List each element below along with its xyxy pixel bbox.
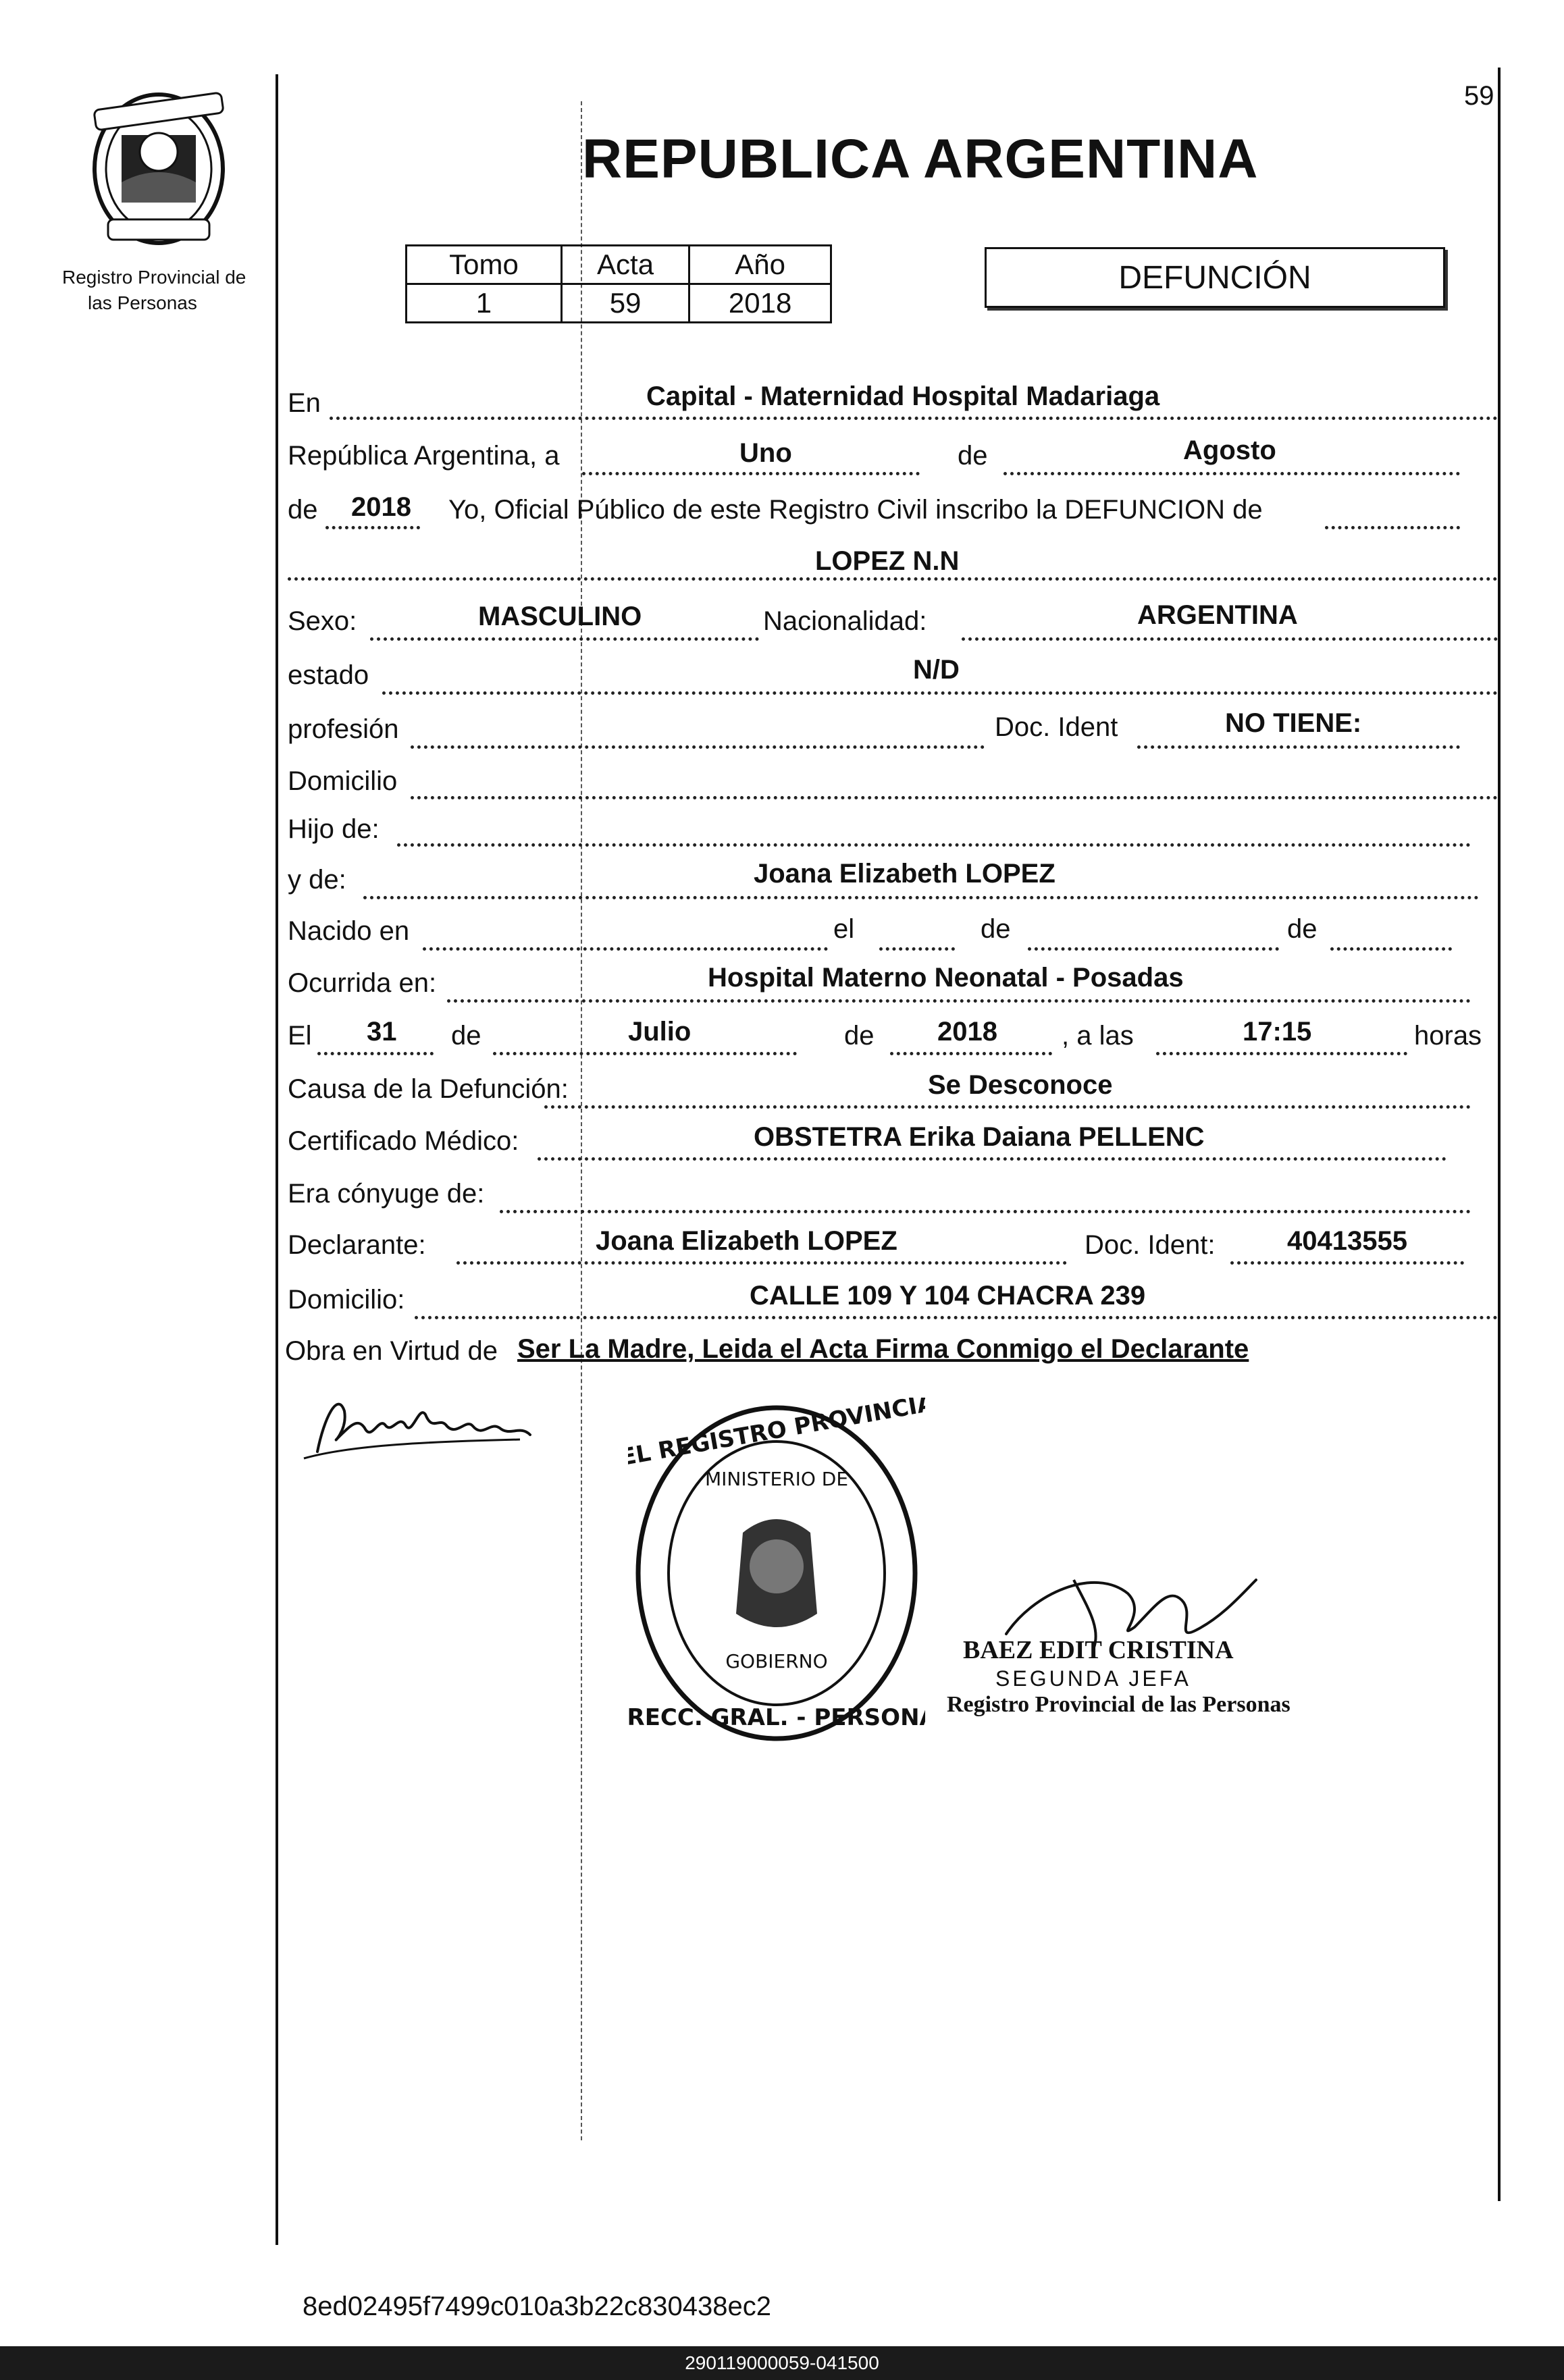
conyuge-label: Era cónyuge de: xyxy=(288,1179,485,1209)
obra-value: Ser La Madre, Leida el Acta Firma Conmigo el Declarante xyxy=(517,1334,1249,1364)
declarante-label: Declarante: xyxy=(288,1230,426,1260)
domicilio2-dots xyxy=(415,1316,1498,1319)
nacido-dots-3 xyxy=(1028,947,1279,951)
causa-dots xyxy=(544,1105,1471,1109)
page-title: REPUBLICA ARGENTINA xyxy=(582,128,1259,190)
official-role: SEGUNDA JEFA xyxy=(995,1666,1191,1691)
dia-value: Uno xyxy=(739,438,792,468)
header-acta: Acta xyxy=(561,246,689,284)
en-label: En xyxy=(288,388,321,418)
doc-ident-value: NO TIENE: xyxy=(1225,708,1362,738)
obra-label: Obra en Virtud de xyxy=(285,1336,498,1366)
value-acta: 59 xyxy=(561,284,689,323)
domicilio2-label: Domicilio: xyxy=(288,1285,405,1315)
de2-label: de xyxy=(981,914,1011,944)
de4-label: de xyxy=(451,1021,481,1051)
fecha-mes-dots xyxy=(493,1052,797,1055)
registry-name-line1: Registro Provincial de xyxy=(62,267,246,288)
fecha-dia-dots xyxy=(317,1052,434,1055)
de5-label: de xyxy=(844,1021,875,1051)
anio-dots xyxy=(325,526,420,529)
ocurrida-dots xyxy=(447,999,1471,1003)
svg-text:DIRECC. GRAL. - PERSONAS: RECC. GRAL. - PERSON xyxy=(628,1704,920,1731)
fold-line xyxy=(581,101,582,2140)
hora-value: 17:15 xyxy=(1243,1017,1312,1047)
de-label: de xyxy=(958,441,988,471)
official-name: BAEZ EDIT CRISTINA xyxy=(963,1636,1234,1664)
fecha-anio-dots xyxy=(890,1052,1052,1055)
y-de-dots xyxy=(363,896,1479,899)
en-value: Capital - Maternidad Hospital Madariaga xyxy=(646,381,1160,411)
nombre-dots xyxy=(288,577,1498,581)
barcode-text: 290119000059-041500 xyxy=(685,2352,879,2373)
declarante-dots xyxy=(457,1261,1067,1265)
profesion-label: profesión xyxy=(288,714,399,744)
svg-text:DEL REGISTRO PROVINCIAL: DEL REGISTRO PROVINCIAL xyxy=(628,1398,925,1475)
official-stamp xyxy=(628,1398,925,1749)
profesion-dots xyxy=(411,745,985,749)
domicilio2-value: CALLE 109 Y 104 CHACRA 239 xyxy=(750,1281,1146,1311)
dia-dots xyxy=(582,472,920,475)
registry-name-line2: las Personas xyxy=(88,292,197,313)
conyuge-dots xyxy=(500,1210,1471,1213)
fecha-mes: Julio xyxy=(628,1017,692,1047)
declarant-signature xyxy=(297,1377,567,1465)
y-de-value: Joana Elizabeth LOPEZ xyxy=(754,859,1055,889)
fecha-anio: 2018 xyxy=(937,1017,997,1047)
causa-label: Causa de la Defunción: xyxy=(288,1074,569,1104)
nacido-dots-1 xyxy=(423,947,828,951)
doc-ident2-value: 40413555 xyxy=(1287,1226,1407,1256)
official-office: Registro Provincial de las Personas xyxy=(947,1692,1291,1717)
a-las-label: , a las xyxy=(1062,1021,1134,1051)
certificado-label: Certificado Médico: xyxy=(288,1126,519,1156)
nacionalidad-dots xyxy=(962,637,1498,641)
hijo-de-label: Hijo de: xyxy=(288,814,380,844)
doc-ident2-dots xyxy=(1230,1261,1464,1265)
fecha-dia: 31 xyxy=(367,1017,397,1047)
footer-barcode-bar xyxy=(0,2346,1564,2380)
anio-value: 2018 xyxy=(351,492,411,522)
causa-value: Se Desconoce xyxy=(928,1070,1113,1100)
doc-ident-label: Doc. Ident xyxy=(995,712,1118,742)
document-hash: 8ed02495f7499c010a3b22c830438ec2 xyxy=(303,2292,772,2321)
republica-label: República Argentina, a xyxy=(288,441,560,471)
sexo-dots xyxy=(370,637,759,641)
nacionalidad-value: ARGENTINA xyxy=(1137,600,1298,630)
el2-label: El xyxy=(288,1021,312,1051)
yo-dots xyxy=(1325,526,1460,529)
hijo-de-dots xyxy=(397,843,1471,847)
hora-dots xyxy=(1156,1052,1407,1055)
domicilio-dots xyxy=(411,796,1498,799)
en-dots xyxy=(330,417,1498,420)
ocurrida-label: Ocurrida en: xyxy=(288,968,437,998)
de3-label: de xyxy=(1287,914,1318,944)
mes-value: Agosto xyxy=(1183,435,1276,465)
nacionalidad-label: Nacionalidad: xyxy=(763,606,927,636)
certificado-value: OBSTETRA Erika Daiana PELLENC xyxy=(754,1122,1205,1152)
svg-text:GOBIERNO: GOBIERNO xyxy=(725,1650,828,1672)
nacido-en-label: Nacido en xyxy=(288,916,410,946)
right-margin-line xyxy=(1498,68,1501,2201)
value-anio: 2018 xyxy=(689,284,831,323)
sexo-label: Sexo: xyxy=(288,606,357,636)
record-type-box: DEFUNCIÓN xyxy=(985,247,1445,308)
sexo-value: MASCULINO xyxy=(478,602,642,631)
estado-label: estado xyxy=(288,660,369,690)
estado-dots xyxy=(382,691,1498,695)
el-label: el xyxy=(833,914,855,944)
ocurrida-value: Hospital Materno Neonatal - Posadas xyxy=(708,963,1184,993)
doc-ident-dots xyxy=(1137,745,1460,749)
doc-ident2-label: Doc. Ident: xyxy=(1085,1230,1216,1260)
anio-prefix: de xyxy=(288,495,318,525)
declarante-value: Joana Elizabeth LOPEZ xyxy=(596,1226,897,1256)
domicilio-label: Domicilio xyxy=(288,766,398,796)
value-tomo: 1 xyxy=(407,284,562,323)
nacido-dots-2 xyxy=(879,947,955,951)
estado-value: N/D xyxy=(913,655,960,685)
yo-text: Yo, Oficial Público de este Registro Civil inscribo la DEFUNCION de xyxy=(448,495,1263,525)
nombre-value: LOPEZ N.N xyxy=(815,546,960,576)
certificado-dots xyxy=(538,1157,1446,1161)
header-tomo: Tomo xyxy=(407,246,562,284)
header-anio: Año xyxy=(689,246,831,284)
mes-dots xyxy=(1003,472,1460,475)
left-margin-line xyxy=(276,74,278,2245)
svg-text:MINISTERIO DE: MINISTERIO DE xyxy=(704,1468,849,1490)
nacido-dots-4 xyxy=(1330,947,1452,951)
page-number: 59 xyxy=(1464,81,1494,111)
y-de-label: y de: xyxy=(288,865,346,895)
province-emblem xyxy=(81,88,236,250)
record-table xyxy=(405,244,832,323)
horas-label: horas xyxy=(1414,1021,1482,1051)
